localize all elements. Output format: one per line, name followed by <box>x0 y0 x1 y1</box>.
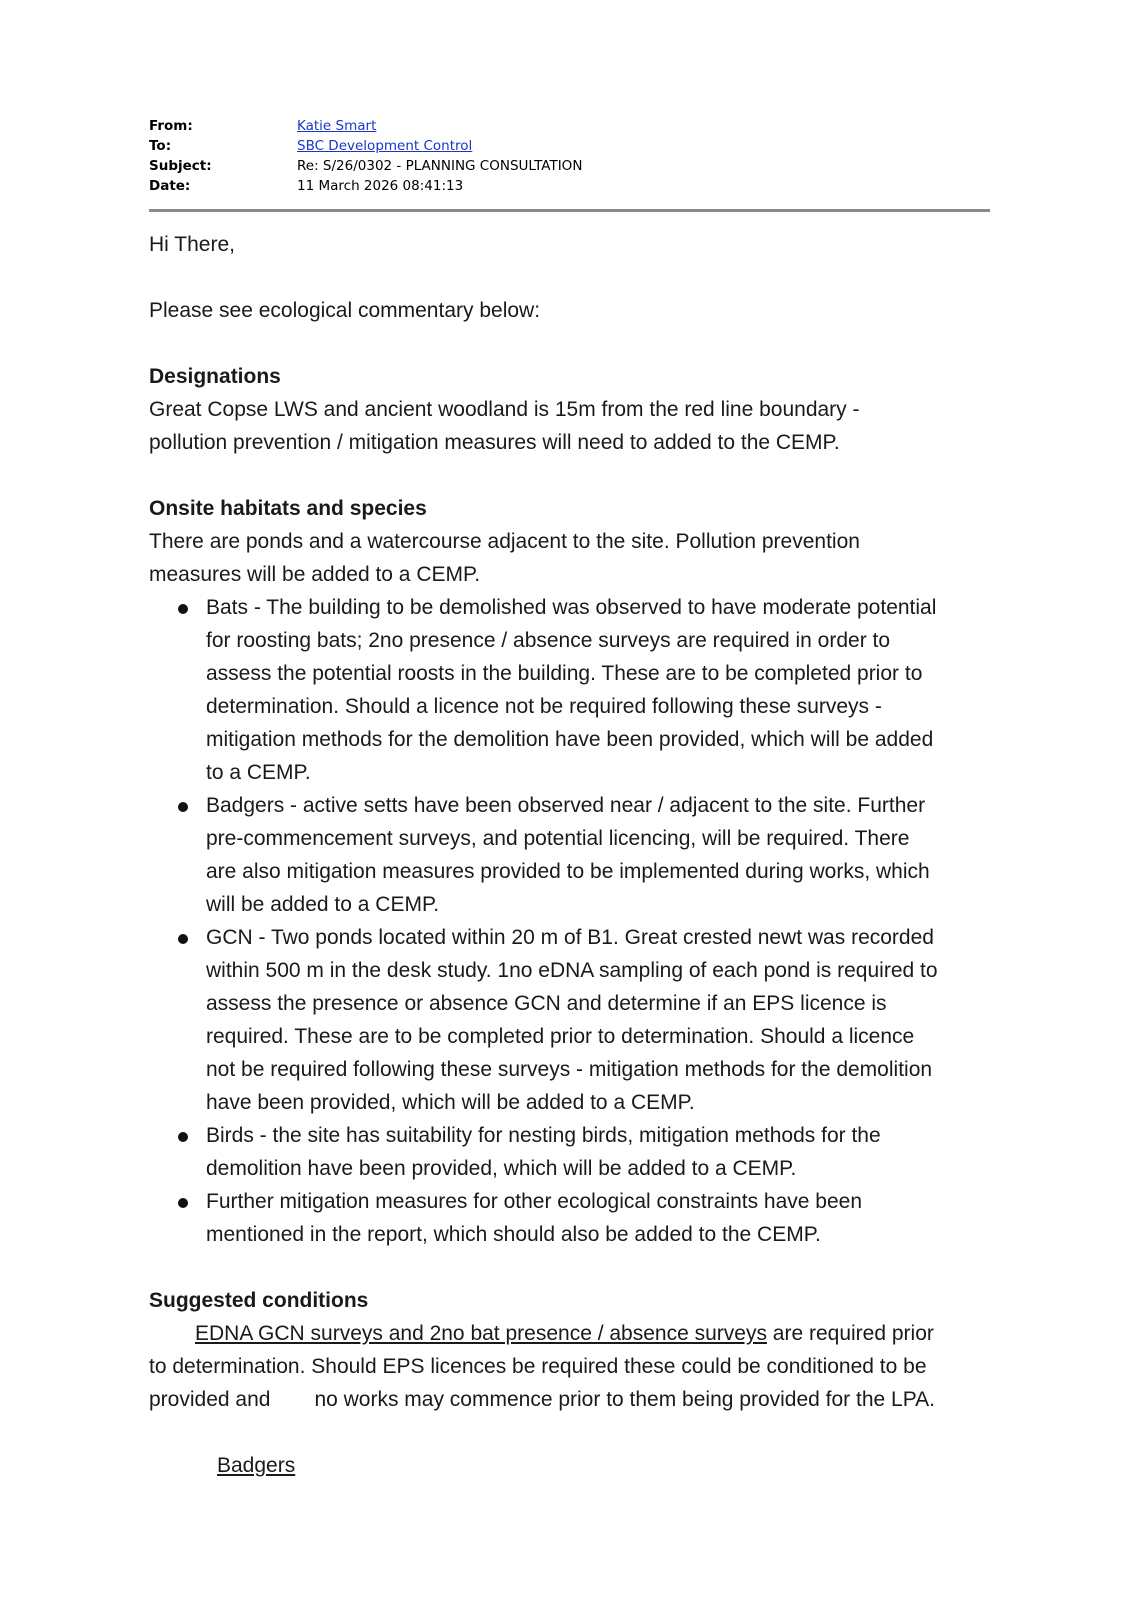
conditions-line-rest: are required prior <box>766 1322 934 1345</box>
to-link[interactable]: SBC Development Control <box>297 138 473 154</box>
onsite-line: There are ponds and a watercourse adjacent to the site. Pollution prevention <box>149 530 860 553</box>
list-line: not be required following these surveys - mitigation methods for the demolition <box>206 1058 933 1081</box>
list-line: will be added to a CEMP. <box>206 893 440 916</box>
from-link[interactable]: Katie Smart <box>297 118 377 134</box>
onsite-line: measures will be added to a CEMP. <box>149 563 481 586</box>
list-line: determination. Should a licence not be required following these surveys - <box>206 695 882 718</box>
intro-text: Please see ecological commentary below: <box>149 299 541 322</box>
conditions-underlined: EDNA GCN surveys and 2no bat presence / absence surveys <box>195 1322 767 1345</box>
list-line: have been provided, which will be added to a CEMP. <box>206 1091 695 1114</box>
bullet-icon <box>178 1132 188 1142</box>
email-body <box>149 228 989 1482</box>
to-label: To: <box>149 138 172 154</box>
conditions-line <box>149 1317 989 1350</box>
list-line: assess the potential roosts in the building. These are to be completed prior to <box>206 662 923 685</box>
from-row <box>149 116 990 136</box>
list-line: Bats - The building to be demolished was observed to have moderate potential <box>206 596 937 619</box>
list-line: pre-commencement surveys, and potential licencing, will be required. There <box>206 827 910 850</box>
from-label: From: <box>149 118 193 134</box>
conditions-line: to determination. Should EPS licences be required these could be conditioned to be <box>149 1355 927 1378</box>
list-item-badgers <box>149 789 989 921</box>
conditions-line-b: no works may commence prior to them being provided for the LPA. <box>314 1388 936 1411</box>
list-item-further <box>149 1185 989 1251</box>
list-line: mitigation methods for the demolition have been provided, which will be added <box>206 728 934 751</box>
subject-label: Subject: <box>149 158 212 174</box>
bullet-icon <box>178 604 188 614</box>
date-label: Date: <box>149 178 191 194</box>
list-line: assess the presence or absence GCN and determine if an EPS licence is <box>206 992 887 1015</box>
bullet-icon <box>178 934 188 944</box>
bullet-icon <box>178 802 188 812</box>
date-row <box>149 176 990 196</box>
list-line: are also mitigation measures provided to be implemented during works, which <box>206 860 930 883</box>
subject-value: Re: S/26/0302 - PLANNING CONSULTATION <box>297 158 583 174</box>
greeting: Hi There, <box>149 233 235 256</box>
badgers-subheading-text: Badgers <box>217 1454 296 1477</box>
bullet-icon <box>178 1198 188 1208</box>
list-line: required. These are to be completed prior to determination. Should a licence <box>206 1025 915 1048</box>
list-line: GCN - Two ponds located within 20 m of B1. Great crested newt was recorded <box>206 926 934 949</box>
list-line: Further mitigation measures for other ecological constraints have been <box>206 1190 863 1213</box>
species-list <box>149 591 989 1251</box>
list-item-bats <box>149 591 989 789</box>
designations-line: pollution prevention / mitigation measures will need to added to the CEMP. <box>149 431 840 454</box>
list-line: to a CEMP. <box>206 761 311 784</box>
badgers-subheading <box>149 1449 989 1482</box>
list-line: Badgers - active setts have been observed near / adjacent to the site. Further <box>206 794 926 817</box>
conditions-line <box>149 1383 989 1416</box>
list-line: for roosting bats; 2no presence / absence surveys are required in order to <box>206 629 891 652</box>
list-line: within 500 m in the desk study. 1no eDNA sampling of each pond is required to <box>206 959 938 982</box>
list-line: Birds - the site has suitability for nesting birds, mitigation methods for the <box>206 1124 881 1147</box>
subject-row <box>149 156 990 176</box>
onsite-heading: Onsite habitats and species <box>149 497 427 520</box>
list-item-birds <box>149 1119 989 1185</box>
date-value: 11 March 2026 08:41:13 <box>297 178 464 194</box>
email-header <box>149 116 990 212</box>
list-line: mentioned in the report, which should also be added to the CEMP. <box>206 1223 821 1246</box>
list-line: demolition have been provided, which will be added to a CEMP. <box>206 1157 797 1180</box>
designations-heading: Designations <box>149 365 281 388</box>
conditions-heading: Suggested conditions <box>149 1289 369 1312</box>
designations-line: Great Copse LWS and ancient woodland is 15m from the red line boundary - <box>149 398 860 421</box>
list-item-gcn <box>149 921 989 1119</box>
conditions-line-a: provided and <box>149 1388 271 1411</box>
to-row <box>149 136 990 156</box>
